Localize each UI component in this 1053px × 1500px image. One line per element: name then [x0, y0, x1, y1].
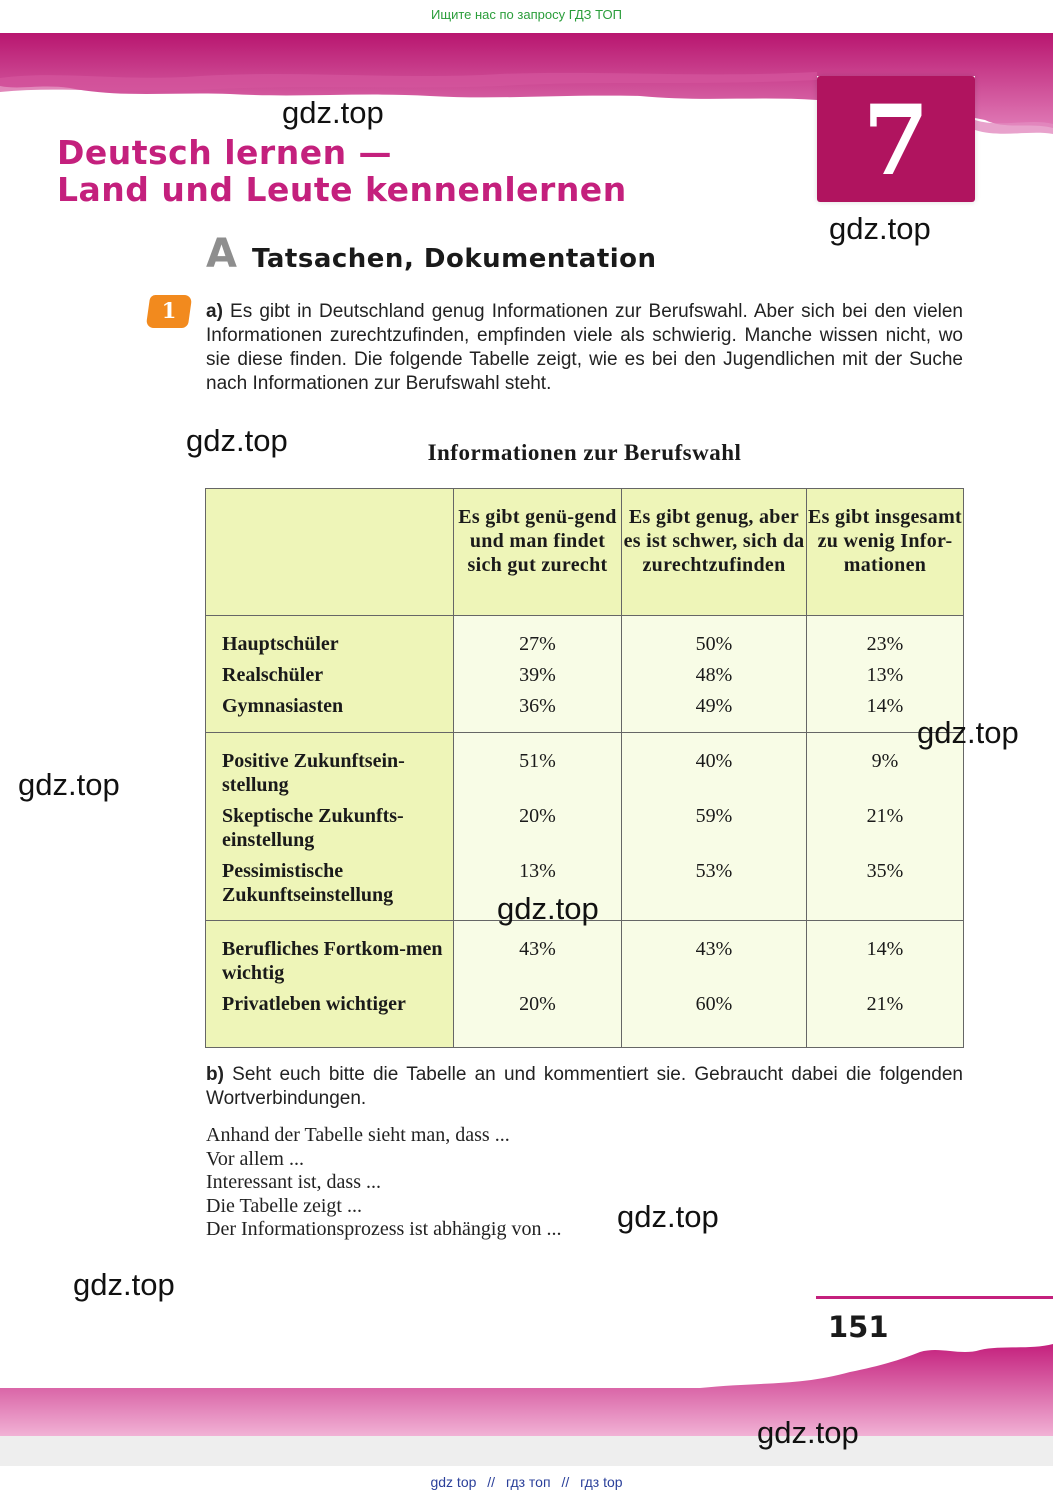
table-cell: 20%: [519, 805, 556, 827]
watermark: gdz.top: [186, 423, 288, 458]
exercise-part-a: [206, 300, 963, 396]
watermark: gdz.top: [757, 1415, 859, 1450]
section-title: Tatsachen, Dokumentation: [252, 244, 657, 274]
table-caption: Informationen zur Berufswahl: [427, 440, 742, 465]
table-cell: 48%: [695, 664, 733, 686]
phrase-item: Anhand der Tabelle sieht man, dass ...: [206, 1124, 510, 1146]
part-a-marker: a): [206, 301, 223, 322]
watermark: gdz.top: [18, 767, 120, 802]
row-label: Pessimistische Zukunftseinstellung: [222, 860, 394, 906]
table-cell: 53%: [695, 860, 733, 882]
value-column: [454, 921, 622, 1048]
watermark: gdz.top: [282, 95, 384, 130]
value-column: [622, 921, 807, 1048]
table-cell: 49%: [695, 695, 733, 717]
value-column: [622, 733, 807, 921]
table-header-cell: Es gibt genü-gend und man findet sich gut zurecht: [454, 489, 622, 616]
watermark: gdz.top: [497, 891, 599, 926]
part-b-marker: b): [206, 1064, 224, 1085]
table-cell: 51%: [519, 750, 556, 772]
table-header-row: [206, 489, 964, 616]
footer-link[interactable]: гдз топ: [505, 1474, 551, 1490]
table-cell: 20%: [519, 993, 556, 1015]
row-labels: [206, 733, 454, 921]
row-label: Gymnasiasten: [222, 695, 344, 717]
phrase-item: Interessant ist, dass ...: [206, 1171, 381, 1193]
row-labels: [206, 921, 454, 1048]
value-column: [807, 733, 964, 921]
table-cell: 21%: [866, 993, 904, 1015]
chapter-number: 7: [862, 84, 930, 197]
phrase-item: Vor allem ...: [206, 1147, 304, 1170]
table-cell: 14%: [866, 695, 904, 717]
footer-links: [0, 1474, 1053, 1490]
row-label: Realschüler: [222, 664, 324, 686]
table-header-cell: Es gibt genug, aber es ist schwer, sich da zurechtzufinden: [622, 489, 807, 616]
table-cell: 14%: [866, 938, 904, 960]
table-cell: 59%: [695, 805, 733, 827]
value-column: [807, 921, 964, 1048]
phrase-item: Die Tabelle zeigt ...: [206, 1194, 362, 1217]
watermark: gdz.top: [829, 211, 931, 246]
table-row-group: [206, 616, 964, 733]
info-table: [205, 488, 964, 1048]
row-label: Hauptschüler: [222, 633, 339, 655]
section-letter: A: [206, 231, 237, 277]
footer-separator: //: [561, 1474, 570, 1490]
footer-link[interactable]: gdz top: [430, 1474, 477, 1490]
part-b-text: Seht euch bitte die Tabelle an und kommentiert sie. Gebraucht dabei die folgenden Wortverbindungen.: [206, 1064, 964, 1109]
row-label: Positive Zukunftsein-stellung: [222, 750, 405, 796]
table-cell: 39%: [519, 664, 556, 686]
table-header-empty: [206, 489, 454, 616]
watermark: gdz.top: [617, 1199, 719, 1234]
phrase-list: [206, 1124, 561, 1242]
exercise-part-b: [206, 1063, 963, 1111]
table-cell: 60%: [695, 993, 733, 1015]
row-label: Skeptische Zukunfts-einstellung: [222, 805, 404, 851]
footer-link[interactable]: гдз top: [580, 1474, 623, 1490]
table-cell: 23%: [866, 633, 904, 655]
table-cell: 36%: [519, 695, 556, 717]
table-cell: 9%: [871, 750, 899, 772]
table-cell: 43%: [519, 938, 556, 960]
chapter-title-line2: Land und Leute kennenlernen: [57, 170, 627, 209]
table-cell: 27%: [519, 633, 556, 655]
table-cell: 40%: [695, 750, 733, 772]
exercise-number: 1: [161, 298, 177, 323]
table-header-cell: Es gibt insgesamt zu wenig Infor-mationen: [807, 489, 964, 616]
value-column: [454, 616, 622, 733]
table-cell: 13%: [519, 860, 556, 882]
chapter-title-line1: Deutsch lernen —: [57, 133, 393, 172]
phrase-item: Der Informationsprozess ist abhängig von ...: [206, 1218, 562, 1240]
table-row-group: [206, 921, 964, 1048]
table-cell: 21%: [866, 805, 904, 827]
page-number-rule: [816, 1296, 1053, 1299]
page-number: 151: [828, 1310, 889, 1344]
row-label: Privatleben wichtiger: [222, 993, 406, 1015]
value-column: [622, 616, 807, 733]
top-search-note: Ищите нас по запросу ГДЗ ТОП: [431, 7, 622, 22]
watermark: gdz.top: [73, 1267, 175, 1302]
watermark: gdz.top: [917, 715, 1019, 750]
table-cell: 35%: [866, 860, 904, 882]
row-label: Berufliches Fortkom-men wichtig: [222, 938, 443, 984]
table-cell: 13%: [866, 664, 904, 686]
row-labels: [206, 616, 454, 733]
chapter-title: [57, 134, 627, 208]
footer-separator: //: [487, 1474, 496, 1490]
part-a-text: Es gibt in Deutschland genug Informationen zur Berufswahl. Aber sich bei den vielen Informationen zurechtzufinden, empfinden viele als schwierig. Manche wissen nicht, wo sie diese finden. Die folgende Tabelle zeigt, wie es bei den Jugendlichen mit der Suche nach Informationen zur Berufswahl steht.: [206, 301, 963, 394]
table-cell: 50%: [695, 633, 733, 655]
table-cell: 43%: [695, 938, 733, 960]
